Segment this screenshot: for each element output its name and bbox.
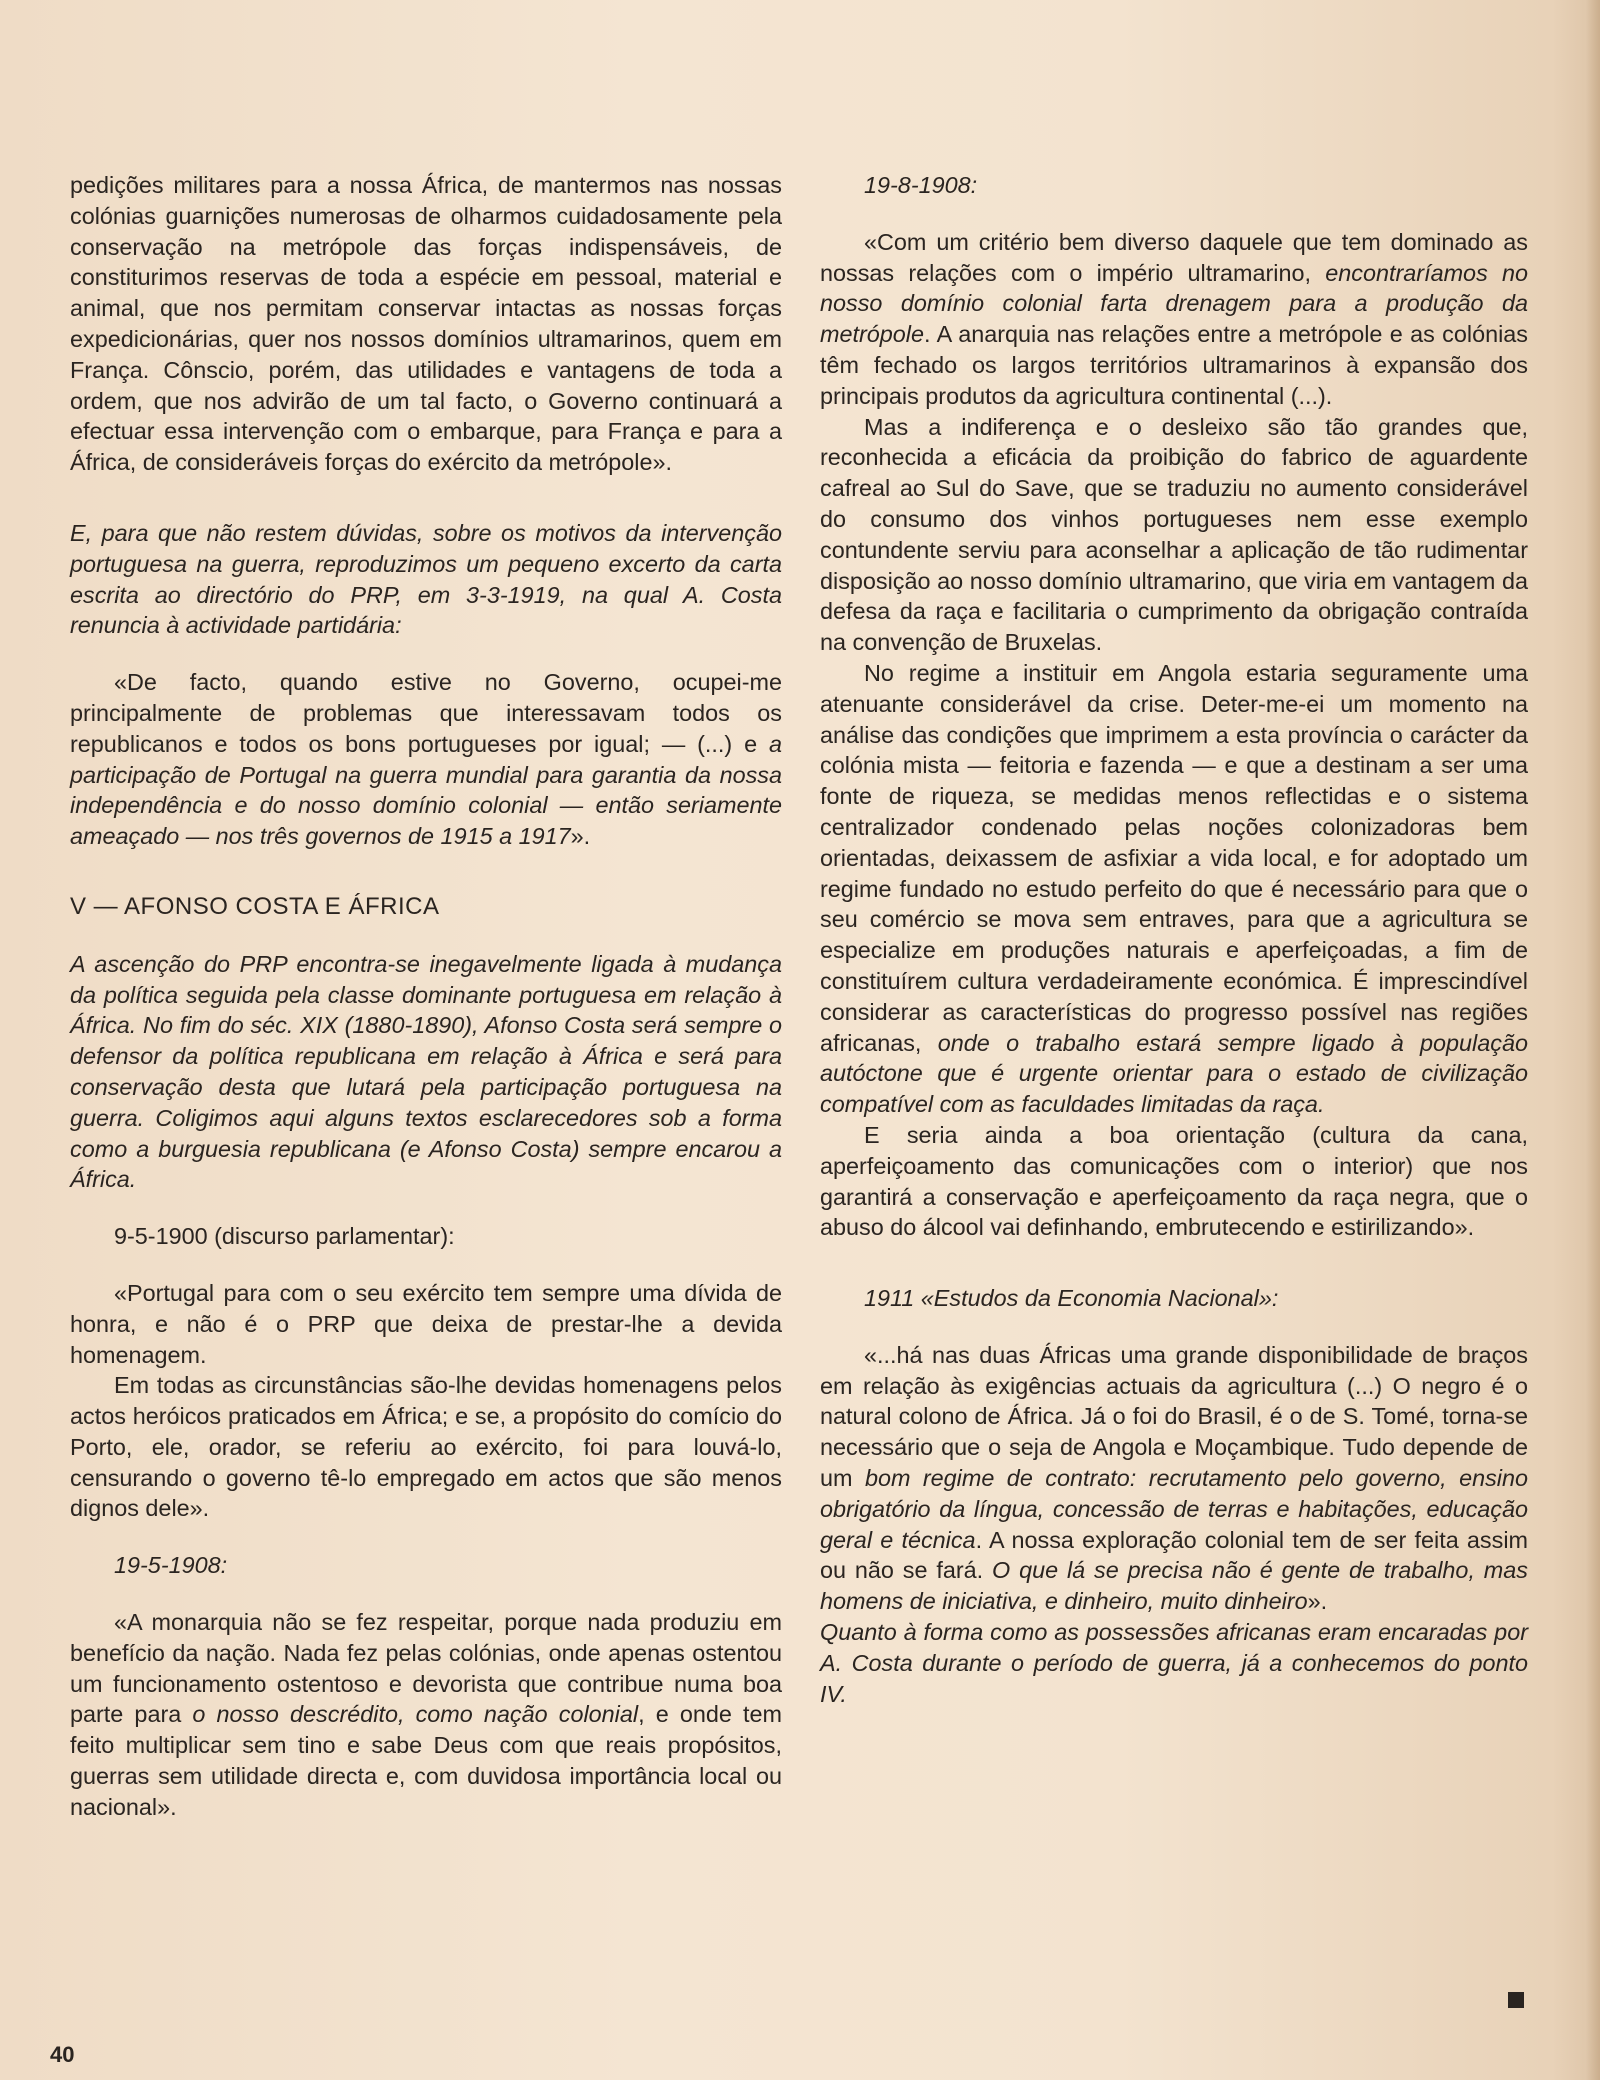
paragraph-section-intro: A ascenção do PRP encontra-se inegavelmente ligada à mudança da política seguida pela classe dominante portuguesa em relação à África. No fim do séc. XIX (1880-1890), Afonso Costa será sempre o defensor da política republicana em relação à África e será para conservação desta que lutará pela participação portuguesa na guerra. Coligimos aqui alguns textos esclarecedores sob a forma como a burguesia republicana (e Afonso Costa) sempre encarou a África. (70, 950, 782, 1193)
quote-emphasis: O que lá se precisa não é gente de trabalho, mas homens de iniciativa, e dinheiro, muito dinheiro (820, 1557, 1528, 1615)
page-number: 40 (50, 2042, 75, 2067)
page-edge-shadow (1586, 0, 1600, 2080)
quote-text: «A monarquia não se fez respeitar, porque nada produziu em benefício da nação. Nada fez pelas colónias, onde apenas ostentou um funcionamento ostentoso e devorista que contribue numa boa parte para (70, 1609, 782, 1728)
paragraph-intro-letter: E, para que não restem dúvidas, sobre os motivos da intervenção portuguesa na guerra, reproduzimos um pequeno excerto da carta escrita ao directório do PRP, em 3-3-1919, na qual A. Costa renuncia à actividade partidária: (70, 519, 782, 639)
paragraph-angola-regime (820, 658, 1528, 1120)
paragraph-quote-1900-b: Em todas as circunstâncias são-lhe devidas homenagens pelos actos heróicos praticados em África; e se, a propósito do comício do Porto, ele, orador, se referiu ao exército, foi para louvá-lo, censurando o governo tê-lo empregado em actos que são menos dignos dele». (70, 1372, 782, 1522)
quote-text: . A nossa exploração colonial tem de ser feita assim ou não se fará. (820, 1526, 1529, 1584)
paragraph-quote-1908-aug (820, 227, 1528, 412)
quote-emphasis: o nosso descrédito, como nação colonial (192, 1701, 639, 1728)
paragraph-closing: Quanto à forma como as possessões africanas eram encaradas por A. Costa durante o período de guerra, já a conhecemos do ponto IV. (820, 1619, 1528, 1707)
end-of-article-square-icon (1508, 1992, 1524, 2008)
quote-text: «De facto, quando estive no Governo, ocupei-me principalmente de problemas que interessavam todos os republicanos e todos os bons portugueses por igual; — (...) e (70, 669, 782, 757)
left-column (70, 170, 782, 1823)
date-heading-1908-aug: 19-8-1908: (864, 172, 978, 198)
quote-emphasis: bom regime de contrato: recrutamento pelo governo, ensino obrigatório da língua, concessão de terras e habitações, educação geral e técnica (820, 1465, 1528, 1553)
quote-text: No regime a instituir em Angola estaria seguramente uma atenuante considerável da crise. Deter-me-ei um momento na análise das condições que imprimem a esta província o carácter da colónia mista — feitoria e fazenda — e que a destinam a ser uma fonte de riqueza, se medidas menos reflectidas e o sistema centralizador condenado pelas noções colonizadoras bem orientadas, deixassem de asfixiar a vida local, e for adoptado um regime fundado no estudo perfeito do que é necessário para que o seu comércio se mova sem entraves, para que a agricultura se especialize em produções naturais e aperfeiçoadas, a fim de constituírem cultura verdadeiramente económica. É imprescindível considerar as características do progresso possível nas regiões africanas, (820, 659, 1528, 1056)
paragraph-quote-1911 (820, 1340, 1528, 1617)
quote-end: ». (1307, 1588, 1328, 1615)
quote-end: , e onde tem feito multiplicar sem tino e sabe Deus com que reais propósitos, guerras sem utilidade directa e, com duvidosa importância local ou nacional». (70, 1701, 782, 1820)
quote-text: «...há nas duas Áfricas uma grande disponibilidade de braços em relação às exigências actuais da agricultura (...) O negro é o natural colono de África. Já o foi do Brasil, é o de S. Tomé, torna-se necessário que o seja de Angola e Moçambique. Tudo depende de um (820, 1341, 1528, 1492)
section-heading: V — AFONSO COSTA E ÁFRICA (70, 892, 440, 920)
right-column (820, 170, 1528, 1709)
date-heading-1908-may: 19-5-1908: (114, 1552, 228, 1579)
paragraph-quote-1908-may (70, 1607, 782, 1823)
quote-emphasis: encontraríamos no nosso domínio colonial farta drenagem para a produção da metrópole (820, 259, 1529, 348)
quote-text: «Com um critério bem diverso daquele que tem dominado as nossas relações com o império ultramarino, (820, 228, 1528, 286)
paragraph-letter-quote (70, 667, 782, 852)
paragraph-quote-1900-a: «Portugal para com o seu exército tem sempre uma dívida de honra, e não é o PRP que deixa de prestar-lhe a devida homenagem. (70, 1279, 782, 1368)
quote-end: ». (570, 823, 591, 850)
quote-end: . A anarquia nas relações entre a metrópole e as colónias têm fechado os largos territórios ultramarinos à expansão dos principais produtos da agricultura continental (...). (820, 321, 1528, 409)
paragraph-orientation: E seria ainda a boa orientação (cultura da cana, aperfeiçoamento das comunicações com o interior) que nos garantirá a conservação e aperfeiçoamento da raça negra, que o abuso do álcool vai definhando, embrutecendo e estirilizando». (820, 1121, 1528, 1241)
paragraph-intervention-forces: pedições militares para a nossa África, de mantermos nas nossas colónias guarnições numerosas de olharmos cuidadosamente pela conservação na metrópole das forças indispensáveis, de constiturimos reservas de toda a espécie em pessoal, material e animal, que nos permitam conservar intactas as nossas forças expedicionárias, quer nos nossos domínios ultramarinos, quem em França. Cônscio, porém, das utilidades e vantagens de toda a ordem, que nos advirão de um tal facto, o Governo continuará a efectuar essa intervenção com o embarque, para França e para a África, de consideráveis forças do exército da metrópole». (70, 172, 782, 476)
quote-emphasis: onde o trabalho estará sempre ligado à população autóctone que é urgente orientar para o estado de civilização compatível com as faculdades limitadas da raça. (820, 1029, 1528, 1118)
paragraph-indifference: Mas a indiferença e o desleixo são tão grandes que, reconhecida a eficácia da proibição do fabrico de aguardente cafreal ao Sul do Save, que se traduziu no aumento considerável do consumo dos vinhos portugueses nem esse exemplo contundente serviu para aconselhar a aplicação de tão rudimentar disposição ao nosso domínio ultramarino, que viria em vantagem da defesa da raça e facilitaria o cumprimento da obrigação contraída na convenção de Bruxelas. (820, 413, 1528, 656)
date-heading-1911: 1911 «Estudos da Economia Nacional»: (864, 1285, 1279, 1312)
quote-emphasis: a participação de Portugal na guerra mundial para garantia da nossa independência e do nosso domínio colonial — então seriamente ameaçado — nos três governos de 1915 a 1917 (70, 730, 782, 850)
date-heading-1900: 9-5-1900 (discurso parlamentar): (114, 1223, 455, 1250)
